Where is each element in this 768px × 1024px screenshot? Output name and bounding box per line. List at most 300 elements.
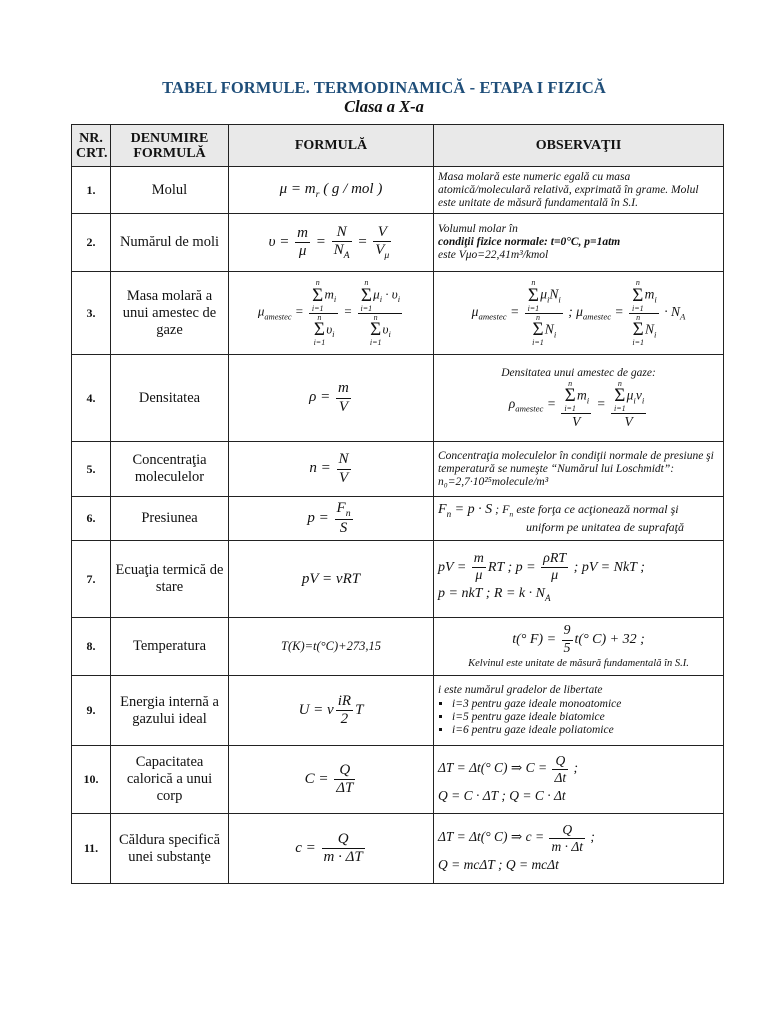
table-row [72, 497, 724, 541]
formula-cell [229, 167, 434, 214]
pressure-formula [438, 502, 492, 517]
formula-cell [229, 746, 434, 814]
row-number: 1. [72, 167, 111, 214]
math-symbol: m [644, 286, 655, 302]
sigma-symbol: Σ [527, 284, 539, 306]
math-symbol: ρ [508, 395, 516, 411]
math-symbol: N [670, 304, 680, 320]
math-symbol: N [544, 321, 554, 337]
sum-limit: i=1 [564, 404, 576, 414]
math-operator: = [546, 395, 556, 411]
fraction [552, 753, 568, 785]
sum-sign [370, 314, 382, 347]
table-row [72, 618, 724, 676]
fraction [332, 224, 352, 261]
math-operator: · [664, 304, 668, 320]
math-subscript: i [654, 328, 657, 339]
fraction [309, 279, 338, 346]
sum-limit: i=1 [532, 338, 544, 348]
sigma-symbol: Σ [313, 319, 325, 341]
math-symbol: nkT [461, 585, 483, 601]
math-subscript: A [679, 311, 686, 322]
fraction-denominator: m · ΔT [323, 849, 363, 865]
math-operator: + 32 [609, 632, 637, 648]
fraction-numerator [335, 500, 353, 520]
sum-limit: i=1 [369, 338, 382, 348]
math-symbol: C · Δt [534, 787, 566, 803]
math-operator: = [294, 303, 304, 319]
fraction-numerator: m [336, 380, 351, 398]
fraction [295, 225, 310, 261]
obs-line [438, 584, 719, 608]
fraction-numerator: m [472, 551, 486, 568]
sum-limit: n [317, 312, 322, 322]
sigma-symbol: Σ [564, 385, 576, 407]
math-operator: · [528, 585, 533, 601]
math-symbol: μ [257, 303, 265, 319]
math-operator: = [537, 760, 548, 776]
fraction-denominator: ΔT [336, 780, 354, 796]
table-row [72, 214, 724, 272]
obs-line [438, 623, 719, 656]
math-symbol: υ [391, 286, 398, 302]
table-row [72, 272, 724, 355]
math-symbol: U [298, 701, 310, 718]
formula-name: Ecuaţia termică de stare [111, 541, 229, 618]
math-symbol: Q [438, 787, 448, 803]
fraction-numerator: Q [552, 753, 568, 770]
math-operator: ; [573, 760, 579, 776]
fraction-denominator [309, 314, 338, 347]
math-symbol: m [576, 387, 587, 403]
header-nr: NR. CRT. [72, 125, 111, 167]
sum-sign [632, 314, 644, 347]
sum-limit: i=1 [311, 303, 324, 313]
math-subscript: i [333, 294, 337, 305]
fraction [335, 500, 353, 537]
math-symbol: ρ [309, 389, 317, 406]
fraction-denominator: V [572, 413, 581, 429]
obs-line: Kelvinul este unitate de măsură fundamentală în S.I. [468, 657, 689, 669]
formula-cell: T(K)=t(°C)+273,15 [229, 618, 434, 676]
math-operator: = [313, 701, 324, 718]
formula-cell [229, 497, 434, 541]
fraction-denominator: V [338, 398, 348, 415]
sum-sign [312, 279, 324, 312]
math-symbol: mcΔt [531, 856, 559, 872]
sum-limit: n [373, 312, 378, 322]
header-formula: FORMULĂ [229, 125, 434, 167]
math-symbol: R [493, 585, 503, 601]
sigma-symbol: Σ [632, 284, 644, 306]
math-operator: = [454, 502, 465, 518]
obs-line [438, 551, 719, 584]
math-symbol: Q [438, 856, 448, 872]
fraction-denominator: S [339, 519, 348, 536]
formula-cell [229, 272, 434, 355]
fraction-numerator [561, 380, 591, 414]
fraction-numerator: V [373, 224, 391, 242]
header-observatii: OBSERVAŢII [434, 125, 724, 167]
fraction-denominator: 2 [340, 711, 349, 727]
sum-limit: i=1 [632, 338, 644, 348]
list-item: ▪ i=6 pentru gaze ideale poliatomice [452, 724, 719, 737]
obs-line: este Vμo=22,41m³/kmol [438, 249, 549, 261]
fraction-numerator: iR [336, 693, 353, 711]
math-symbol: F [502, 502, 510, 517]
sum-limit: n [535, 312, 540, 322]
math-subscript: amestec [515, 403, 544, 414]
fraction-numerator: ρRT [541, 551, 568, 568]
math-symbol: c [295, 839, 302, 856]
table-row [72, 355, 724, 442]
row-number: 9. [72, 676, 111, 746]
formula-name: Presiunea [111, 497, 229, 541]
fraction [322, 831, 365, 867]
formula-table [71, 124, 724, 884]
math-operator: = [596, 395, 606, 411]
math-subscript: i [633, 395, 636, 406]
sum-sign [528, 279, 540, 312]
row-number: 2. [72, 214, 111, 272]
fraction [336, 693, 353, 729]
obs-text: este forţa ce acţionează normal şi [516, 502, 679, 517]
math-operator: = [318, 509, 329, 526]
math-symbol: ν [327, 701, 334, 718]
math-symbol: C [525, 760, 535, 776]
formula-cell [229, 442, 434, 497]
math-symbol: pV [438, 559, 454, 575]
fraction [373, 224, 391, 261]
obs-line: i este numărul gradelor de libertate [438, 684, 603, 696]
fraction [611, 380, 646, 430]
math-operator: = [456, 559, 467, 575]
math-symbol: μ [626, 387, 634, 403]
math-symbol: n [309, 460, 317, 477]
math-operator: = [318, 770, 329, 787]
formula-cell [229, 214, 434, 272]
math-symbol: μ [471, 304, 479, 320]
math-subscript: A [343, 250, 350, 262]
math-subscript: n [509, 509, 514, 519]
sum-limit: n [531, 278, 536, 288]
math-symbol: m [324, 286, 334, 302]
math-operator: = [505, 585, 516, 601]
math-symbol: k [518, 585, 526, 601]
observation-cell [434, 541, 724, 618]
fraction-denominator: m · Δt [551, 839, 584, 854]
table-row [72, 746, 724, 814]
math-symbol: m [304, 180, 316, 197]
math-symbol: c [525, 829, 532, 845]
formula-name: Masa molară a unui amestec de gaze [111, 272, 229, 355]
fraction [358, 279, 403, 346]
math-symbol: υ [382, 321, 389, 337]
math-subscript: i [553, 328, 557, 339]
math-subscript: amestec [264, 311, 292, 322]
table-row [72, 442, 724, 497]
math-subscript: amestec [478, 311, 507, 322]
fraction [337, 451, 351, 487]
formula-name: Căldura specifică unei substanţe [111, 814, 229, 884]
fraction-numerator: Q [549, 822, 585, 839]
fraction-numerator [629, 279, 659, 313]
math-symbol: p [307, 509, 315, 526]
formula-name: Numărul de moli [111, 214, 229, 272]
formula-name: Molul [111, 167, 229, 214]
formula-name: Concentraţia moleculelor [111, 442, 229, 497]
obs-line [438, 503, 719, 521]
fraction-numerator: 9 [562, 623, 573, 640]
math-symbol: T [355, 701, 364, 718]
observation-cell [434, 676, 724, 746]
math-operator: ⇒ [510, 760, 523, 776]
row-number: 8. [72, 618, 111, 676]
math-subscript: i [558, 294, 561, 305]
list-item: ▪ i=3 pentru gaze ideale monoatomice [452, 698, 719, 711]
math-symbol: p · S [467, 502, 493, 518]
sum-limit: i=1 [632, 303, 644, 313]
fraction-denominator [358, 314, 403, 347]
math-subscript: i [586, 395, 590, 406]
sum-limit: i=1 [360, 303, 373, 313]
observation-cell: Concentraţia moleculelor în condiţii normale de presiune şi temperatură se numeşte “Numărul lui Loschmidt”: n₀=2,7·10²⁵molecule/m³ [434, 442, 724, 497]
math-operator: = [279, 233, 290, 250]
math-operator: = [320, 460, 331, 477]
math-symbol: ΔT [438, 760, 454, 776]
fraction-numerator [358, 279, 403, 313]
math-subscript: i [641, 395, 645, 406]
math-operator: = [518, 856, 529, 872]
sum-limit: i=1 [313, 338, 326, 348]
math-operator: ; [507, 559, 513, 575]
row-number: 5. [72, 442, 111, 497]
table-row [72, 541, 724, 618]
math-operator: = [600, 559, 611, 575]
fraction [336, 380, 351, 416]
table-row [72, 167, 724, 214]
math-operator: = [343, 303, 353, 319]
sigma-symbol: Σ [312, 284, 324, 306]
sum-sign [614, 380, 626, 413]
fraction-numerator [309, 279, 338, 313]
table-row [72, 676, 724, 746]
math-operator: = [522, 787, 532, 803]
math-symbol: υ [268, 233, 276, 250]
math-symbol: Δt(° C) [469, 829, 508, 845]
math-symbol: t(° C) [574, 632, 607, 648]
obs-line [438, 786, 719, 806]
math-operator: = [451, 787, 461, 803]
observation-cell: Masa molară este numeric egală cu masa atomică/moleculară relativă, exprimată în grame. Molul este unitate de măsură fundamentală în S.I. [434, 167, 724, 214]
math-symbol: N [535, 585, 545, 601]
math-symbol: p [438, 585, 445, 601]
math-subscript: i [332, 328, 335, 339]
fraction-denominator: V [624, 413, 633, 429]
formula-name: Energia internă a gazului ideal [111, 676, 229, 746]
math-symbol: μ [373, 286, 380, 302]
math-subscript: i [388, 328, 391, 339]
math-symbol: Q [505, 856, 516, 872]
page-subtitle: Clasa a X-a [344, 97, 424, 116]
table-row [72, 814, 724, 884]
math-operator: = [448, 585, 458, 601]
degrees-of-freedom-list [438, 698, 719, 737]
row-number: 10. [72, 746, 111, 814]
math-symbol: N [549, 286, 559, 302]
math-symbol: mcΔT [463, 856, 495, 872]
obs-line: uniform pe unitatea de suprafaţă [526, 519, 684, 534]
math-operator: = [451, 856, 461, 872]
fraction [525, 279, 563, 346]
math-subscript: r [315, 188, 320, 200]
math-operator: = [456, 829, 466, 845]
math-operator: = [546, 632, 557, 648]
page-title: TABEL FORMULE. TERMODINAMICĂ - ETAPA I FIZICĂ [162, 78, 606, 97]
math-operator: = [305, 839, 316, 856]
sum-sign [361, 279, 373, 312]
table-header-row [72, 125, 724, 167]
fraction-denominator [332, 242, 352, 261]
observation-cell [434, 497, 724, 541]
math-symbol: t(° F) [512, 632, 544, 648]
row-number: 7. [72, 541, 111, 618]
row-number: 3. [72, 272, 111, 355]
math-subscript: μ [384, 250, 390, 262]
math-operator: = [315, 233, 326, 250]
fraction-numerator: Q [334, 762, 355, 780]
math-symbol: μ [576, 304, 583, 320]
math-subscript: i [379, 294, 383, 305]
observation-cell [434, 355, 724, 442]
sum-limit: n [636, 312, 641, 322]
fraction-denominator: V [338, 469, 349, 486]
obs-line [438, 822, 719, 854]
fraction-denominator [525, 314, 563, 347]
sum-limit: n [635, 278, 640, 288]
math-operator: · [385, 286, 389, 302]
fraction-denominator [373, 242, 391, 261]
obs-line: Volumul molar în [438, 223, 518, 235]
formula-name: Capacitatea calorică a unui corp [111, 746, 229, 814]
math-symbol: pV [581, 559, 598, 575]
fraction-denominator: μ [475, 567, 483, 583]
math-subscript: amestec [582, 311, 612, 322]
sigma-symbol: Σ [360, 284, 372, 306]
math-operator: = [526, 559, 536, 575]
math-symbol: C [304, 770, 315, 787]
sum-sign [532, 314, 544, 347]
math-symbol: F [336, 499, 346, 516]
sum-limit: i=1 [614, 404, 626, 414]
fraction-numerator [611, 380, 646, 414]
math-operator: ; [640, 632, 645, 648]
math-operator: ; [640, 559, 645, 575]
math-subscript: i [397, 294, 401, 305]
math-operator: = [534, 829, 545, 845]
math-operator: = [320, 389, 331, 406]
math-subscript: A [544, 592, 551, 603]
math-operator: = [357, 233, 368, 250]
fraction [561, 380, 591, 430]
obs-line [438, 855, 719, 875]
fraction [549, 822, 585, 854]
math-subscript: n [446, 508, 452, 519]
math-operator: ; [485, 585, 491, 601]
observation-cell [434, 814, 724, 884]
row-number: 11. [72, 814, 111, 884]
row-number: 6. [72, 497, 111, 541]
math-operator: ; [497, 856, 503, 872]
fraction-numerator: m [295, 225, 310, 243]
observation-cell [434, 272, 724, 355]
math-symbol: F [438, 502, 447, 518]
math-symbol: RT [487, 559, 504, 575]
math-symbol: ΔT [438, 829, 454, 845]
math-symbol: Q [509, 787, 519, 803]
math-symbol: ( g / mol ) [323, 180, 383, 197]
obs-line: Densitatea unui amestec de gaze: [501, 366, 656, 379]
fraction [562, 623, 573, 656]
row-number: 4. [72, 355, 111, 442]
math-symbol: C · ΔT [463, 787, 498, 803]
fraction [334, 762, 355, 798]
fraction [541, 551, 568, 584]
obs-line [438, 753, 719, 785]
sum-limit: i=1 [527, 303, 540, 313]
math-operator: ; [501, 787, 506, 803]
sum-limit: n [568, 378, 573, 388]
fraction-denominator: μ [298, 243, 307, 259]
formula-name: Temperatura [111, 618, 229, 676]
formula-cell [229, 676, 434, 746]
math-symbol: V [375, 242, 385, 259]
math-operator: ; [573, 559, 579, 575]
math-symbol: N [644, 321, 654, 337]
sum-limit: n [617, 378, 622, 388]
observation-cell [434, 618, 724, 676]
formula-cell: pV = νRT [229, 541, 434, 618]
sum-sign [632, 279, 644, 312]
fraction [629, 279, 659, 346]
math-symbol: NkT [613, 559, 637, 575]
math-symbol: Δt(° C) [469, 760, 508, 776]
sigma-symbol: Σ [370, 319, 382, 341]
math-symbol: υ [326, 321, 333, 337]
math-operator: = [290, 180, 302, 197]
header-denumire: DENUMIRE FORMULĂ [111, 125, 229, 167]
math-operator: ; [590, 829, 595, 845]
fraction-numerator [525, 279, 563, 313]
sigma-symbol: Σ [632, 319, 644, 341]
fraction-numerator: N [332, 224, 352, 242]
sum-limit: n [315, 278, 320, 288]
math-symbol: μ [279, 180, 288, 197]
density-mixture-formula [508, 378, 649, 429]
fraction-denominator: μ [551, 567, 559, 583]
math-symbol: ν [635, 387, 642, 403]
math-symbol: p [515, 559, 523, 575]
math-operator: = [614, 304, 624, 320]
fraction-numerator: N [337, 451, 351, 469]
math-operator: = [510, 304, 520, 320]
sum-sign [564, 380, 576, 413]
fraction [472, 551, 486, 584]
math-operator: = [456, 760, 466, 776]
observation-cell [434, 214, 724, 272]
math-symbol: N [333, 242, 344, 259]
obs-line: condiţii fizice normale: t=0°C, p=1atm [438, 236, 621, 248]
